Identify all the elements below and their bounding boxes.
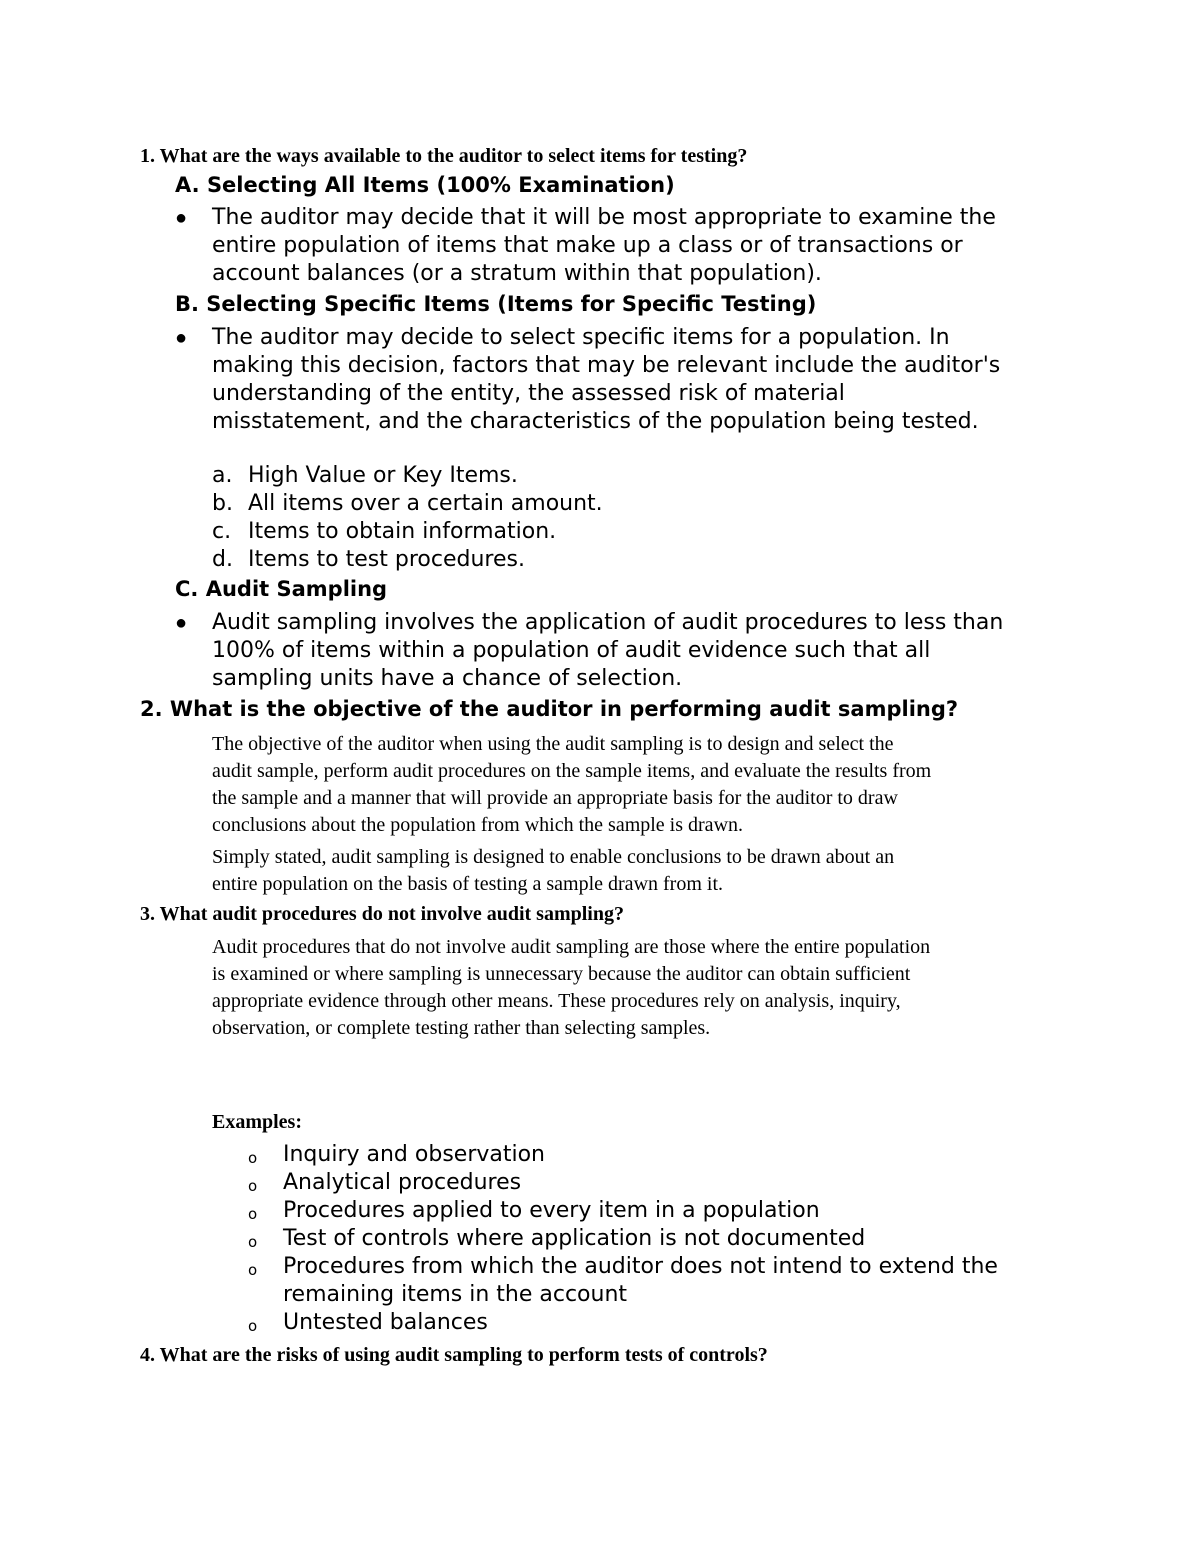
- bullet-dot-icon: ●: [175, 327, 188, 349]
- circle-bullet-icon: o: [248, 1317, 258, 1335]
- section-a-heading: [175, 173, 675, 197]
- text-line: understanding of the entity, the assessed risk of material: [212, 381, 845, 406]
- circle-bullet-icon: o: [248, 1177, 258, 1195]
- question-text: What is the objective of the auditor in performing audit sampling?: [169, 697, 959, 721]
- text-line: audit sample, perform audit procedures on the sample items, and evaluate the results from: [212, 760, 932, 782]
- section-letter: C.: [175, 577, 199, 601]
- list-item: [212, 546, 603, 574]
- question-number: 2.: [140, 697, 163, 721]
- text-line: The auditor may decide that it will be most appropriate to examine the: [212, 205, 996, 230]
- list-text: Items to obtain information.: [248, 519, 557, 544]
- bullet-dot-icon: ●: [175, 207, 188, 229]
- section-b-heading: [175, 292, 816, 316]
- example-item: Inquiry and observation: [283, 1142, 546, 1167]
- circle-bullet-icon: o: [248, 1261, 258, 1279]
- list-letter: c.: [212, 519, 232, 544]
- text-line: making this decision, factors that may be relevant include the auditor's: [212, 353, 1001, 378]
- section-b-paragraph: [212, 324, 1000, 436]
- list-item: [212, 490, 603, 518]
- text-line: appropriate evidence through other means. These procedures rely on analysis, inquiry,: [212, 990, 901, 1012]
- circle-bullet-icon: o: [248, 1205, 258, 1223]
- example-item: Procedures applied to every item in a population: [283, 1198, 820, 1223]
- sub-item-list: [212, 462, 603, 574]
- q2-paragraph-2: [212, 844, 894, 898]
- section-c-heading: [175, 577, 387, 601]
- section-title: Selecting Specific Items (Items for Specific Testing): [206, 292, 817, 316]
- section-letter: A.: [175, 173, 200, 197]
- text-line: conclusions about the population from which the sample is drawn.: [212, 814, 744, 836]
- section-c-paragraph: [212, 609, 1003, 693]
- question-text: What are the risks of using audit sampling to perform tests of controls?: [159, 1344, 768, 1366]
- example-item: Analytical procedures: [283, 1170, 522, 1195]
- text-line: account balances (or a stratum within that population).: [212, 261, 822, 286]
- list-text: High Value or Key Items.: [248, 463, 518, 488]
- list-letter: a.: [212, 463, 233, 488]
- q2-paragraph-1: [212, 731, 931, 839]
- circle-bullet-icon: o: [248, 1233, 258, 1251]
- example-item: [283, 1253, 998, 1309]
- text-line: sampling units have a chance of selection.: [212, 666, 683, 691]
- list-item: [212, 462, 603, 490]
- text-line: remaining items in the account: [283, 1282, 628, 1307]
- question-2: [140, 697, 958, 721]
- circle-bullet-icon: o: [248, 1149, 258, 1167]
- list-text: All items over a certain amount.: [248, 491, 603, 516]
- section-a-paragraph: [212, 204, 996, 288]
- text-line: Audit procedures that do not involve audit sampling are those where the entire population: [212, 936, 931, 958]
- text-line: entire population of items that make up a class or of transactions or: [212, 233, 963, 258]
- question-3: [140, 903, 624, 926]
- text-line: is examined or where sampling is unnecessary because the auditor can obtain sufficient: [212, 963, 911, 985]
- bullet-dot-icon: ●: [175, 612, 188, 634]
- list-item: [212, 518, 603, 546]
- example-item: Untested balances: [283, 1310, 488, 1335]
- question-1: [140, 145, 747, 168]
- question-number: 1.: [140, 145, 155, 167]
- example-item: Test of controls where application is not documented: [283, 1226, 866, 1251]
- text-line: misstatement, and the characteristics of the population being tested.: [212, 409, 979, 434]
- text-line: the sample and a manner that will provide an appropriate basis for the auditor to draw: [212, 787, 898, 809]
- text-line: observation, or complete testing rather than selecting samples.: [212, 1017, 711, 1039]
- text-line: Procedures from which the auditor does not intend to extend the: [283, 1254, 998, 1279]
- q3-paragraph: [212, 934, 930, 1042]
- text-line: Audit sampling involves the application of audit procedures to less than: [212, 610, 1004, 635]
- question-text: What audit procedures do not involve audit sampling?: [159, 903, 624, 925]
- question-number: 3.: [140, 903, 155, 925]
- text-line: The auditor may decide to select specific items for a population. In: [212, 325, 950, 350]
- list-letter: d.: [212, 547, 233, 572]
- question-text: What are the ways available to the auditor to select items for testing?: [159, 145, 748, 167]
- text-line: 100% of items within a population of audit evidence such that all: [212, 638, 931, 663]
- list-letter: b.: [212, 491, 233, 516]
- list-text: Items to test procedures.: [248, 547, 525, 572]
- section-title: Selecting All Items (100% Examination): [206, 173, 675, 197]
- text-line: Simply stated, audit sampling is designed to enable conclusions to be drawn about an: [212, 846, 895, 868]
- text-line: The objective of the auditor when using the audit sampling is to design and select the: [212, 733, 894, 755]
- section-letter: B.: [175, 292, 199, 316]
- section-title: Audit Sampling: [205, 577, 388, 601]
- question-4: [140, 1344, 768, 1367]
- text-line: entire population on the basis of testing a sample drawn from it.: [212, 873, 723, 895]
- examples-label: Examples:: [212, 1111, 302, 1133]
- question-number: 4.: [140, 1344, 155, 1366]
